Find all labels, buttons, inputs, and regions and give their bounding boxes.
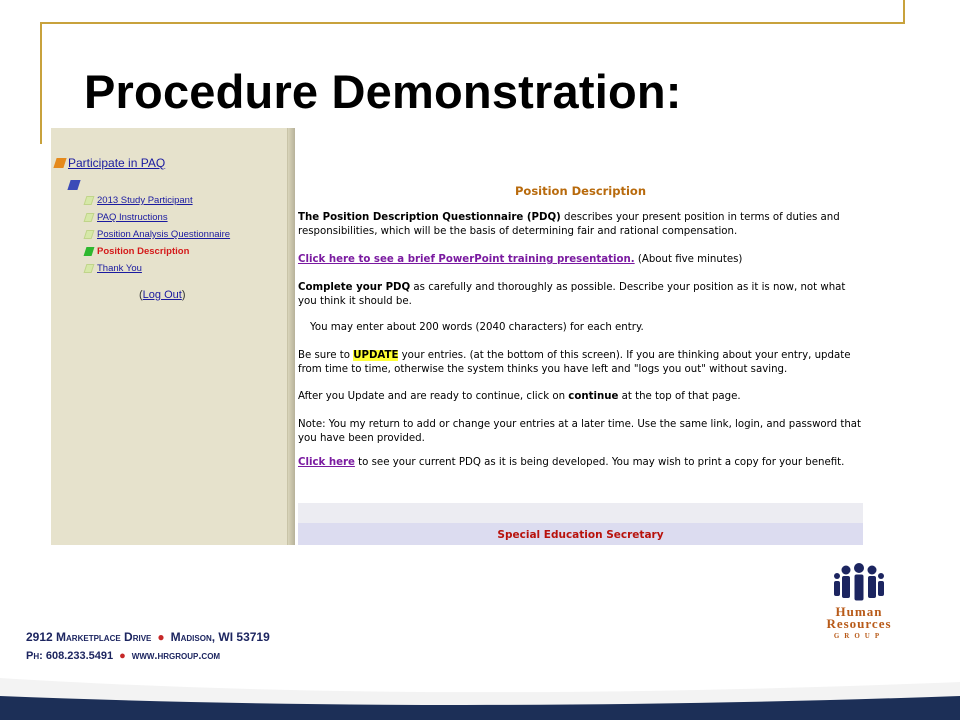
logo-line-1: Human bbox=[835, 604, 883, 619]
continue-instructions bbox=[298, 390, 863, 404]
hr-group-logo bbox=[802, 562, 916, 644]
continue-text-b: at the top of that page. bbox=[618, 391, 741, 402]
slide-title: Procedure Demonstration: bbox=[84, 65, 682, 118]
logout-link[interactable]: Log Out bbox=[142, 289, 182, 301]
nav-item-label[interactable]: Position Description bbox=[97, 246, 190, 257]
nav-item-label[interactable]: Thank You bbox=[97, 263, 142, 274]
nav-item-label[interactable]: 2013 Study Participant bbox=[97, 195, 193, 206]
continue-label: continue bbox=[568, 391, 619, 402]
complete-pdq bbox=[298, 281, 863, 309]
nav-subfolder bbox=[69, 175, 79, 194]
page-icon bbox=[84, 264, 95, 273]
position-title: Special Education Secretary bbox=[497, 529, 664, 541]
complete-pdq-label: Complete your PDQ bbox=[298, 282, 411, 293]
frame-divider[interactable] bbox=[288, 128, 295, 545]
footer-wave bbox=[0, 640, 960, 720]
logout-paren-close: ) bbox=[181, 289, 186, 301]
footer-phone: Ph: 608.233.5491 bbox=[26, 650, 114, 662]
folder-icon bbox=[53, 158, 66, 168]
nav-item-paq[interactable] bbox=[81, 226, 230, 243]
update-instructions bbox=[298, 349, 863, 377]
footer-city: Madison, WI 53719 bbox=[170, 630, 270, 644]
folder-icon bbox=[67, 180, 80, 190]
position-title-band bbox=[298, 523, 863, 545]
page-title: Position Description bbox=[514, 184, 647, 198]
nav-item-label[interactable]: PAQ Instructions bbox=[97, 212, 168, 223]
logo-wordmark bbox=[802, 606, 916, 642]
complete-pdq-text: as carefully and thoroughly as possible. Describe your position as it is now, not what you think it should be. bbox=[298, 282, 846, 307]
nav-list bbox=[81, 192, 230, 277]
training-duration: (About five minutes) bbox=[634, 254, 743, 265]
continue-text-a: After you Update and are ready to continue, click on bbox=[298, 391, 569, 402]
current-pdq-link[interactable]: Click here bbox=[298, 457, 355, 468]
word-limit: You may enter about 200 words (2040 characters) for each entry. bbox=[310, 322, 644, 333]
screenshot-panel bbox=[51, 128, 863, 545]
pdq-label: The Position Description Questionnaire (PDQ) bbox=[298, 212, 561, 223]
training-line bbox=[298, 253, 863, 267]
nav-item-label[interactable]: Position Analysis Questionnaire bbox=[97, 229, 231, 240]
page-icon bbox=[84, 247, 95, 256]
return-note: Note: You my return to add or change your entries at a later time. Use the same link, login, and password that you have been provided. bbox=[298, 419, 862, 444]
nav-item-thank-you[interactable] bbox=[81, 260, 230, 277]
logout-paren-open: ( bbox=[139, 289, 143, 301]
update-text-b: your entries. (at the bottom of this screen). If you are thinking about your entry, update from time to time, otherwise the system thinks you have left and "logs you out" without saving. bbox=[298, 350, 851, 375]
page-icon bbox=[84, 213, 95, 222]
table-header-band bbox=[298, 503, 863, 523]
slide-frame-top bbox=[40, 22, 905, 24]
participate-link[interactable]: Participate in PAQ bbox=[68, 156, 166, 170]
logout bbox=[139, 289, 185, 301]
nav-item-paq-instructions[interactable] bbox=[81, 209, 230, 226]
logo-line-2: Resources bbox=[826, 616, 892, 631]
logo-line-3: GROUP bbox=[833, 632, 885, 640]
current-pdq-line bbox=[298, 456, 863, 470]
bullet-icon: ● bbox=[157, 630, 165, 644]
pdq-intro bbox=[298, 211, 863, 239]
footer-web: www.hrgroup.com bbox=[131, 650, 221, 662]
page-icon bbox=[84, 230, 95, 239]
pdq-intro-text: describes your present position in terms of duties and responsibilities, which will be the basis of determining fair and rational compensation. bbox=[298, 212, 840, 237]
page-icon bbox=[84, 196, 95, 205]
update-text-a: Be sure to bbox=[298, 350, 354, 361]
training-link[interactable]: Click here to see a brief PowerPoint training presentation. bbox=[298, 254, 635, 265]
nav-item-position-description[interactable] bbox=[81, 243, 230, 260]
people-icon bbox=[802, 562, 916, 606]
slide-frame-right bbox=[903, 0, 905, 24]
footer-street: 2912 Marketplace Drive bbox=[26, 630, 152, 644]
current-pdq-text: to see your current PDQ as it is being developed. You may wish to print a copy for your benefit. bbox=[354, 457, 845, 468]
sidebar bbox=[51, 128, 288, 545]
slide-frame-left bbox=[40, 22, 42, 144]
nav-participate[interactable] bbox=[55, 156, 165, 170]
bullet-icon: ● bbox=[119, 650, 126, 662]
update-highlight: UPDATE bbox=[353, 350, 399, 361]
nav-item-study-participant[interactable] bbox=[81, 192, 230, 209]
